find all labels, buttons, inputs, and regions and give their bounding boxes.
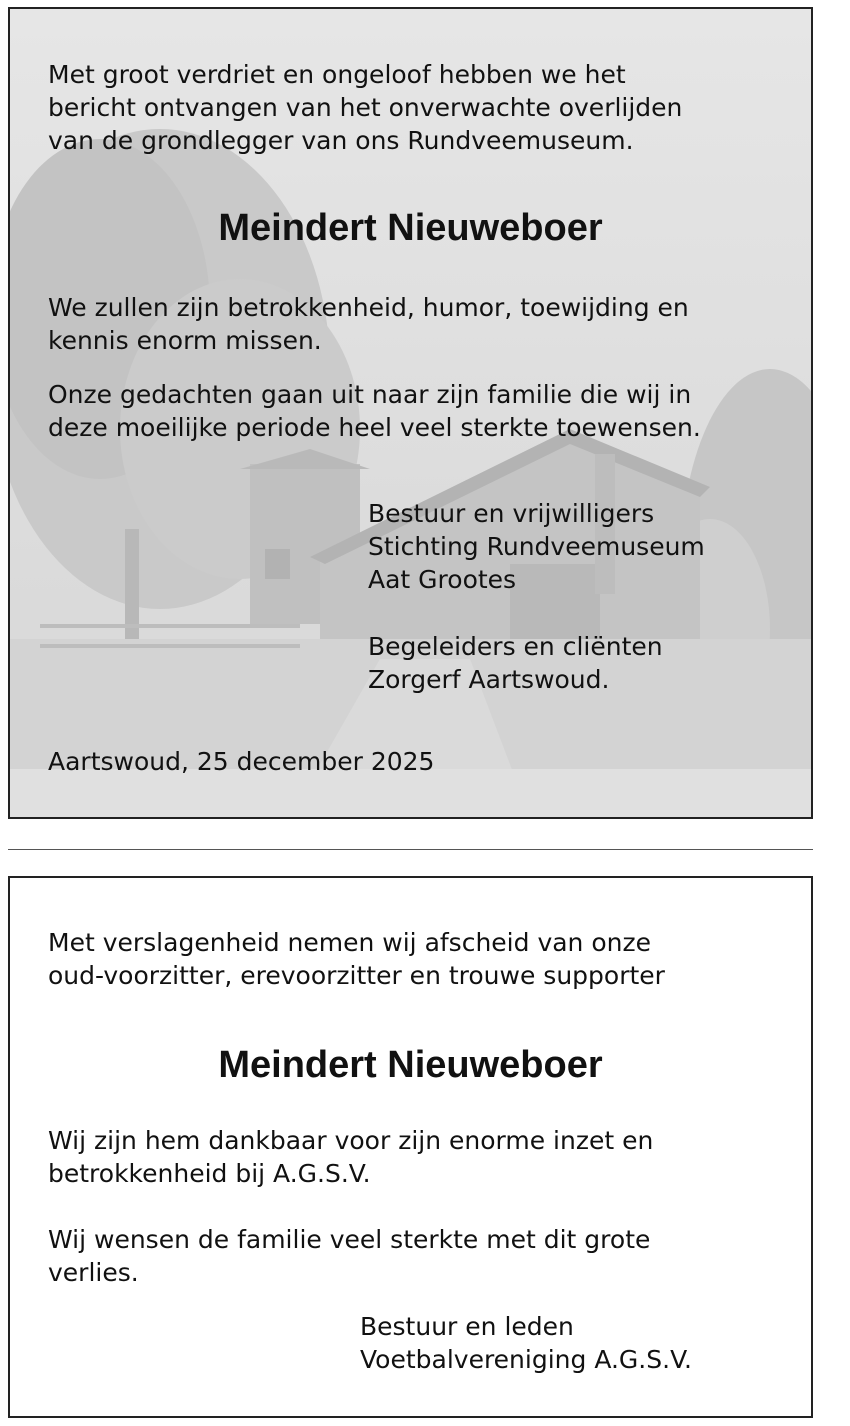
tribute-line: Wij zijn hem dankbaar voor zijn enorme inzet en [48,1126,654,1155]
condolence-line: Onze gedachten gaan uit naar zijn familie die wij in [48,380,692,409]
obituary-notice-club [8,876,813,1418]
intro-line: van de grondlegger van ons Rundveemuseum. [48,126,634,155]
intro-line: oud-voorzitter, erevoorzitter en trouwe supporter [48,961,665,990]
signature-line: Voetbalvereniging A.G.S.V. [360,1345,692,1374]
condolence-line: deze moeilijke periode heel veel sterkte toewensen. [48,413,701,442]
tribute-line: betrokkenheid bij A.G.S.V. [48,1159,371,1188]
obituary-notice-museum [8,7,813,819]
condolence-line: verlies. [48,1258,139,1287]
condolence-line: Wij wensen de familie veel sterkte met dit grote [48,1225,651,1254]
intro-line: bericht ontvangen van het onverwachte overlijden [48,93,683,122]
signature-line: Bestuur en leden [360,1312,574,1341]
tribute-line: We zullen zijn betrokkenheid, humor, toewijding en [48,293,689,322]
signature-line: Bestuur en vrijwilligers [368,499,655,528]
notice-content [10,9,811,817]
intro-line: Met groot verdriet en ongeloof hebben we het [48,60,626,89]
signature-line: Begeleiders en cliënten [368,632,663,661]
intro-line: Met verslagenheid nemen wij afscheid van onze [48,928,651,957]
deceased-name: Meindert Nieuweboer [218,1044,603,1086]
tribute-line: kennis enorm missen. [48,326,322,355]
deceased-name: Meindert Nieuweboer [218,207,603,249]
place-date: Aartswoud, 25 december 2025 [48,747,435,776]
signature-line: Stichting Rundveemuseum [368,532,705,561]
notice-content [10,878,811,1416]
section-divider [8,849,813,850]
signature-line: Aat Grootes [368,565,517,594]
signature-line: Zorgerf Aartswoud. [368,665,610,694]
